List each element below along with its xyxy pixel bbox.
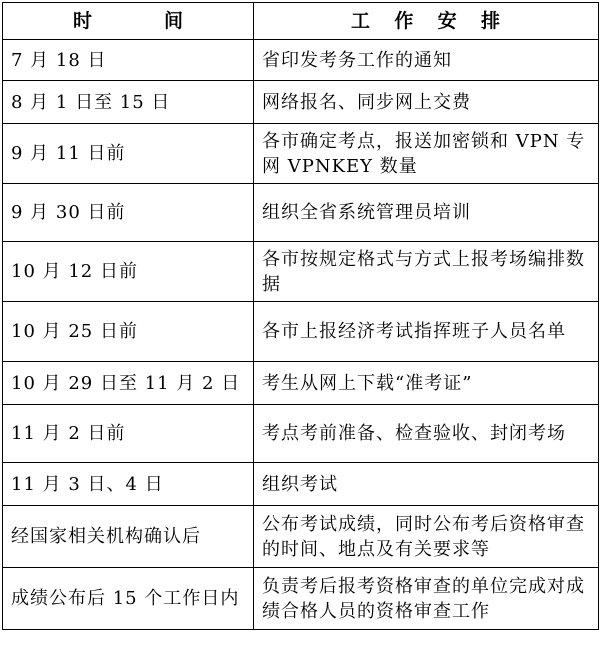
time-cell: 8 月 1 日至 15 日 xyxy=(3,81,254,124)
table-row xyxy=(3,568,599,630)
header-time: 时 间 xyxy=(3,3,254,40)
table-row xyxy=(3,184,599,242)
time-cell: 11 月 2 日前 xyxy=(3,405,254,463)
time-cell: 9 月 30 日前 xyxy=(3,184,254,242)
header-task: 工 作 安 排 xyxy=(254,3,599,40)
task-cell: 组织考试 xyxy=(254,463,599,506)
time-cell: 经国家相关机构确认后 xyxy=(3,506,254,568)
time-cell: 7 月 18 日 xyxy=(3,40,254,81)
time-cell: 10 月 25 日前 xyxy=(3,302,254,362)
task-cell: 公布考试成绩，同时公布考后资格审查的时间、地点及有关要求等 xyxy=(254,506,599,568)
task-cell: 各市按规定格式与方式上报考场编排数据 xyxy=(254,242,599,302)
table-row xyxy=(3,405,599,463)
table-row xyxy=(3,40,599,81)
task-cell: 网络报名、同步网上交费 xyxy=(254,81,599,124)
task-cell: 省印发考务工作的通知 xyxy=(254,40,599,81)
task-cell: 各市确定考点，报送加密锁和 VPN 专网 VPNKEY 数量 xyxy=(254,124,599,184)
task-cell: 考生从网上下载“准考证” xyxy=(254,362,599,405)
schedule-table xyxy=(2,2,599,630)
table-row xyxy=(3,242,599,302)
time-cell: 10 月 29 日至 11 月 2 日 xyxy=(3,362,254,405)
table-row xyxy=(3,81,599,124)
task-cell: 负责考后报考资格审查的单位完成对成绩合格人员的资格审查工作 xyxy=(254,568,599,630)
table-row xyxy=(3,362,599,405)
table-row xyxy=(3,124,599,184)
table-row xyxy=(3,302,599,362)
time-cell: 成绩公布后 15 个工作日内 xyxy=(3,568,254,630)
table-row xyxy=(3,463,599,506)
time-cell: 11 月 3 日、4 日 xyxy=(3,463,254,506)
task-cell: 考点考前准备、检查验收、封闭考场 xyxy=(254,405,599,463)
task-cell: 组织全省系统管理员培训 xyxy=(254,184,599,242)
header-row xyxy=(3,3,599,40)
time-cell: 10 月 12 日前 xyxy=(3,242,254,302)
table-row xyxy=(3,506,599,568)
time-cell: 9 月 11 日前 xyxy=(3,124,254,184)
task-cell: 各市上报经济考试指挥班子人员名单 xyxy=(254,302,599,362)
